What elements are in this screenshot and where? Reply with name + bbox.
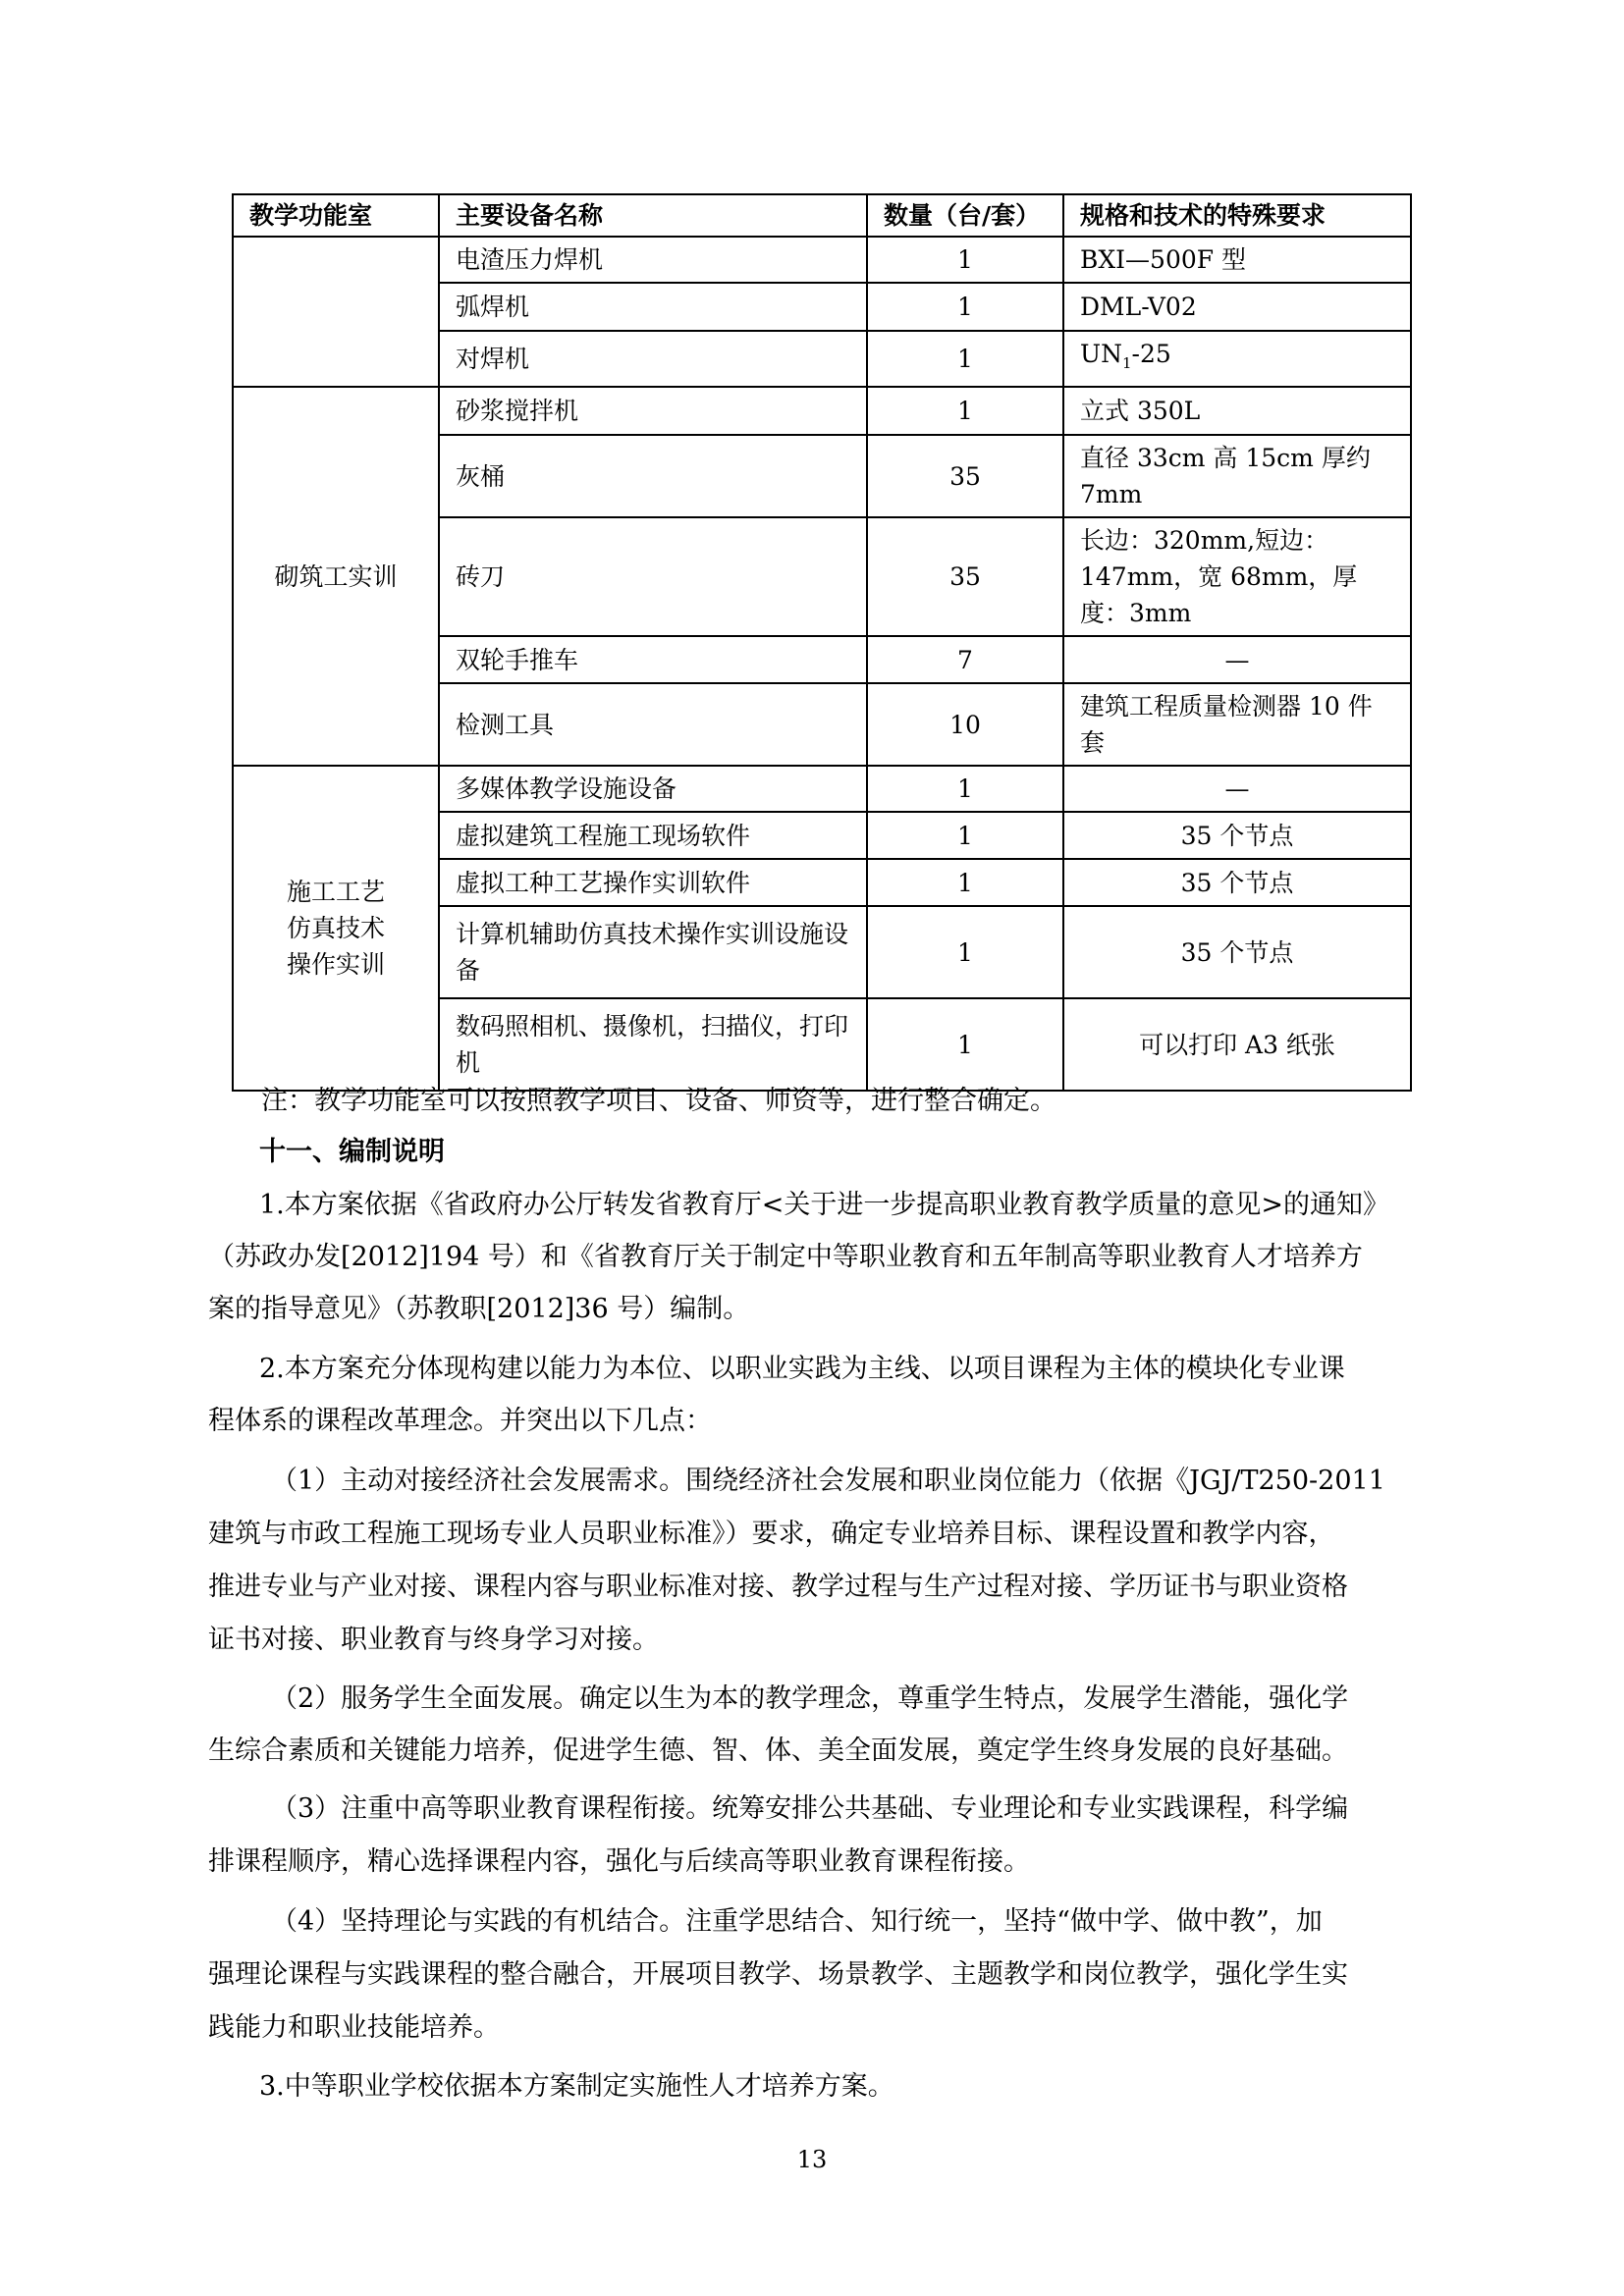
spec-subscript: 1: [1121, 354, 1132, 372]
paragraph-line: 程体系的课程改革理念。并突出以下几点：: [208, 1406, 712, 1436]
equipment-qty: 35: [867, 517, 1063, 636]
equipment-name: 虚拟工种工艺操作实训软件: [439, 859, 867, 906]
equipment-qty: 1: [867, 237, 1063, 283]
equipment-name: 灰桶: [439, 435, 867, 517]
room-line: 操作实训: [286, 950, 385, 979]
equipment-spec: —: [1063, 636, 1411, 683]
equipment-name: 对焊机: [439, 331, 867, 387]
equipment-qty: 1: [867, 387, 1063, 435]
equipment-name: 数码照相机、摄像机，扫描仪，打印机: [439, 998, 867, 1091]
equipment-spec: 35 个节点: [1063, 812, 1411, 859]
paragraph-line: （4）坚持理论与实践的有机结合。注重学思结合、知行统一，坚持“做中学、做中教”，加: [271, 1906, 1323, 1937]
equipment-qty: 1: [867, 998, 1063, 1091]
equipment-spec: DML-V02: [1063, 283, 1411, 331]
equipment-spec: —: [1063, 766, 1411, 812]
paragraph-line: 3.中等职业学校依据本方案制定实施性人才培养方案。: [259, 2071, 894, 2102]
spec-text: UN: [1080, 340, 1122, 368]
equipment-spec: 建筑工程质量检测器 10 件套: [1063, 683, 1411, 766]
equipment-spec: 立式 350L: [1063, 387, 1411, 435]
paragraph-line: （1）主动对接经济社会发展需求。围绕经济社会发展和职业岗位能力（依据《JGJ/T250-2011: [271, 1466, 1385, 1496]
equipment-spec: 长边：320mm,短边：147mm，宽 68mm，厚度：3mm: [1063, 517, 1411, 636]
equipment-spec: 可以打印 A3 纸张: [1063, 998, 1411, 1091]
paragraph-line: （2）服务学生全面发展。确定以生为本的教学理念，尊重学生特点，发展学生潜能，强化学: [271, 1683, 1349, 1714]
header-spec: 规格和技术的特殊要求: [1063, 194, 1411, 237]
paragraph-line: 2.本方案充分体现构建以能力为本位、以职业实践为主线、以项目课程为主体的模块化专业课: [259, 1354, 1345, 1384]
table-note: 注：教学功能室可以按照教学项目、设备、师资等，进行整合确定。: [261, 1086, 1056, 1116]
header-quantity: 数量（台/套）: [867, 194, 1063, 237]
equipment-spec: 35 个节点: [1063, 906, 1411, 998]
equipment-table: [232, 193, 1412, 1092]
equipment-spec: 35 个节点: [1063, 859, 1411, 906]
equipment-qty: 1: [867, 859, 1063, 906]
equipment-qty: 7: [867, 636, 1063, 683]
equipment-qty: 1: [867, 283, 1063, 331]
paragraph-line: 证书对接、职业教育与终身学习对接。: [208, 1625, 659, 1655]
page-number: 13: [796, 2146, 828, 2173]
equipment-qty: 1: [867, 766, 1063, 812]
paragraph-line: 建筑与市政工程施工现场专业人员职业标准》）要求，确定专业培养目标、课程设置和教学内容，: [208, 1519, 1335, 1549]
paragraph-line: 强理论课程与实践课程的整合融合，开展项目教学、场景教学、主题教学和岗位教学，强化学生实: [208, 1959, 1348, 1990]
paragraph-line: 1.本方案依据《省政府办公厅转发省教育厅<关于进一步提高职业教育教学质量的意见>的通知》: [259, 1190, 1390, 1220]
table-row: [233, 387, 1411, 435]
equipment-name: 虚拟建筑工程施工现场软件: [439, 812, 867, 859]
table-row: [233, 237, 1411, 283]
equipment-name: 计算机辅助仿真技术操作实训设施设备: [439, 906, 867, 998]
equipment-name: 双轮手推车: [439, 636, 867, 683]
header-room: 教学功能室: [233, 194, 439, 237]
equipment-spec: BXI—500F 型: [1063, 237, 1411, 283]
equipment-qty: 10: [867, 683, 1063, 766]
spec-text: -25: [1131, 340, 1171, 368]
paragraph-line: （苏政办发[2012]194 号）和《省教育厅关于制定中等职业教育和五年制高等职业教育人才培养方: [208, 1242, 1363, 1272]
room-cell: 砌筑工实训: [233, 387, 439, 766]
equipment-name: 电渣压力焊机: [439, 237, 867, 283]
header-equipment: 主要设备名称: [439, 194, 867, 237]
equipment-name: 弧焊机: [439, 283, 867, 331]
table-row: [233, 766, 1411, 812]
equipment-qty: 35: [867, 435, 1063, 517]
equipment-qty: 1: [867, 331, 1063, 387]
table-header-row: [233, 194, 1411, 237]
equipment-name: 砖刀: [439, 517, 867, 636]
room-line: 仿真技术: [286, 914, 385, 942]
paragraph-line: 践能力和职业技能培养。: [208, 2012, 500, 2043]
equipment-spec: [1063, 331, 1411, 387]
paragraph-line: 排课程顺序，精心选择课程内容，强化与后续高等职业教育课程衔接。: [208, 1846, 1030, 1877]
room-line: 施工工艺: [286, 878, 385, 906]
paragraph-line: （3）注重中高等职业教育课程衔接。统筹安排公共基础、专业理论和专业实践课程，科学编: [271, 1793, 1349, 1824]
paragraph-line: 推进专业与产业对接、课程内容与职业标准对接、教学过程与生产过程对接、学历证书与职业资格: [208, 1572, 1348, 1602]
equipment-qty: 1: [867, 906, 1063, 998]
equipment-qty: 1: [867, 812, 1063, 859]
equipment-name: 检测工具: [439, 683, 867, 766]
equipment-name: 砂浆搅拌机: [439, 387, 867, 435]
equipment-name: 多媒体教学设施设备: [439, 766, 867, 812]
room-cell: [233, 766, 439, 1091]
room-cell: [233, 237, 439, 387]
equipment-spec: 直径 33cm 高 15cm 厚约 7mm: [1063, 435, 1411, 517]
paragraph-line: 案的指导意见》（苏教职[2012]36 号）编制。: [208, 1294, 750, 1324]
section-heading: 十一、编制说明: [259, 1137, 445, 1167]
paragraph-line: 生综合素质和关键能力培养，促进学生德、智、体、美全面发展，奠定学生终身发展的良好基础。: [208, 1735, 1348, 1766]
